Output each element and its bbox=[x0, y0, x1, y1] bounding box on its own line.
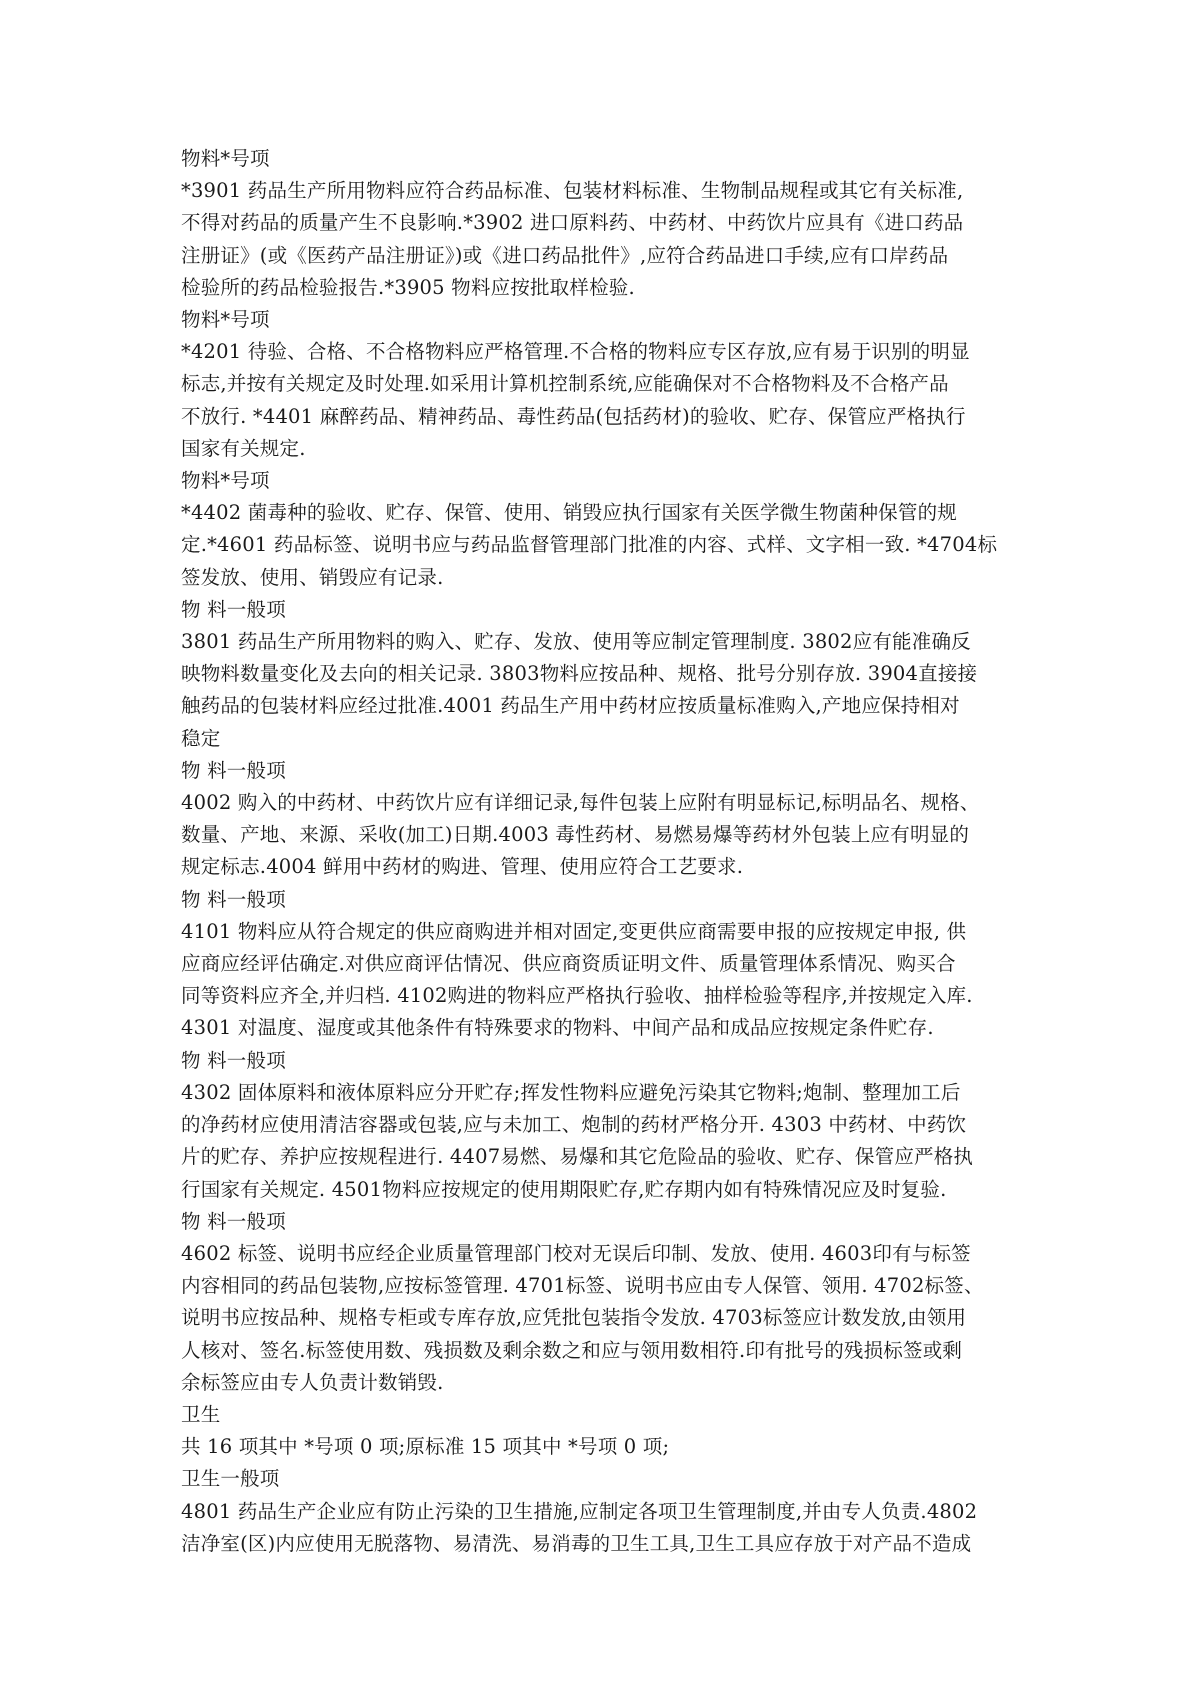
text-line: 物 料一般项 bbox=[181, 597, 286, 621]
text-line: 物 料一般项 bbox=[181, 1048, 286, 1072]
text-line: 数量、产地、来源、采收(加工)日期.4003 毒性药材、易燃易爆等药材外包装上应有明显的 bbox=[181, 823, 970, 847]
text-line: 4301 对温度、湿度或其他条件有特殊要求的物料、中间产品和成品应按规定条件贮存. bbox=[181, 1016, 934, 1040]
text-line: 说明书应按品种、规格专柜或专库存放,应凭批包装指令发放. 4703标签应计数发放,由领用 bbox=[181, 1306, 967, 1330]
text-line: 片的贮存、养护应按规程进行. 4407易燃、易爆和其它危险品的验收、贮存、保管应严格执 bbox=[181, 1145, 974, 1169]
text-line: 4801 药品生产企业应有防止污染的卫生措施,应制定各项卫生管理制度,并由专人负责.4802 bbox=[181, 1499, 978, 1523]
text-line: 同等资料应齐全,并归档. 4102购进的物料应严格执行验收、抽样检验等程序,并按规定入库. bbox=[181, 984, 973, 1008]
text-line: 卫生 bbox=[181, 1402, 221, 1426]
text-line: 卫生一般项 bbox=[181, 1467, 280, 1491]
text-line: *4201 待验、合格、不合格物料应严格管理.不合格的物料应专区存放,应有易于识别的明显 bbox=[181, 340, 970, 364]
text-line: 触药品的包装材料应经过批准.4001 药品生产用中药材应按质量标准购入,产地应保持相对 bbox=[181, 694, 960, 718]
text-line: 检验所的药品检验报告.*3905 物料应按批取样检验. bbox=[181, 275, 635, 299]
text-line: *3901 药品生产所用物料应符合药品标准、包装材料标准、生物制品规程或其它有关标准, bbox=[181, 179, 964, 203]
text-line: 国家有关规定. bbox=[181, 436, 306, 460]
text-line: 4101 物料应从符合规定的供应商购进并相对固定,变更供应商需要申报的应按规定申报, 供 bbox=[181, 919, 967, 943]
text-line: 映物料数量变化及去向的相关记录. 3803物料应按品种、规格、批号分别存放. 3904直接接 bbox=[181, 662, 978, 686]
text-line: 标志,并按有关规定及时处理.如采用计算机控制系统,应能确保对不合格物料及不合格产品 bbox=[181, 372, 949, 396]
text-line: 的净药材应使用清洁容器或包装,应与未加工、炮制的药材严格分开. 4303 中药材、中药饮 bbox=[181, 1113, 967, 1137]
text-line: 签发放、使用、销毁应有记录. bbox=[181, 565, 444, 589]
text-line: 洁净室(区)内应使用无脱落物、易清洗、易消毒的卫生工具,卫生工具应存放于对产品不造成 bbox=[181, 1531, 972, 1555]
text-line: 物料*号项 bbox=[181, 469, 270, 493]
text-line: 共 16 项其中 *号项 0 项;原标准 15 项其中 *号项 0 项; bbox=[181, 1435, 670, 1459]
text-line: 物料*号项 bbox=[181, 147, 270, 170]
text-line: 规定标志.4004 鲜用中药材的购进、管理、使用应符合工艺要求. bbox=[181, 855, 744, 879]
text-line: 稳定 bbox=[181, 726, 221, 750]
text-line: 余标签应由专人负责计数销毁. bbox=[181, 1370, 444, 1394]
text-line: 人核对、签名.标签使用数、残损数及剩余数之和应与领用数相符.印有批号的残损标签或剩 bbox=[181, 1338, 963, 1362]
text-line: 物 料一般项 bbox=[181, 758, 286, 782]
text-line: 内容相同的药品包装物,应按标签管理. 4701标签、说明书应由专人保管、领用. 4702标签、 bbox=[181, 1274, 984, 1298]
text-line: 4602 标签、说明书应经企业质量管理部门校对无误后印制、发放、使用. 4603印有与标签 bbox=[181, 1241, 971, 1265]
text-line: 不得对药品的质量产生不良影响.*3902 进口原料药、中药材、中药饮片应具有《进口药品 bbox=[181, 211, 964, 235]
text-line: *4402 菌毒种的验收、贮存、保管、使用、销毁应执行国家有关医学微生物菌种保管的规 bbox=[181, 501, 957, 525]
document-body bbox=[181, 143, 1011, 1560]
text-line: 4302 固体原料和液体原料应分开贮存;挥发性物料应避免污染其它物料;炮制、整理加工后 bbox=[181, 1080, 961, 1104]
text-line: 物料*号项 bbox=[181, 308, 270, 332]
text-line: 行国家有关规定. 4501物料应按规定的使用期限贮存,贮存期内如有特殊情况应及时复验. bbox=[181, 1177, 947, 1201]
text-line: 物 料一般项 bbox=[181, 1209, 286, 1233]
text-line: 应商应经评估确定.对供应商评估情况、供应商资质证明文件、质量管理体系情况、购买合 bbox=[181, 952, 956, 976]
text-line: 注册证》(或《医药产品注册证》)或《进口药品批件》,应符合药品进口手续,应有口岸药品 bbox=[181, 243, 949, 267]
text-line: 定.*4601 药品标签、说明书应与药品监督管理部门批准的内容、式样、文字相一致. *4704标 bbox=[181, 533, 998, 557]
text-line: 3801 药品生产所用物料的购入、贮存、发放、使用等应制定管理制度. 3802应有能准确反 bbox=[181, 630, 971, 654]
text-line: 物 料一般项 bbox=[181, 887, 286, 911]
text-line: 不放行. *4401 麻醉药品、精神药品、毒性药品(包括药材)的验收、贮存、保管应严格执行 bbox=[181, 404, 966, 428]
text-line: 4002 购入的中药材、中药饮片应有详细记录,每件包装上应附有明显标记,标明品名、规格、 bbox=[181, 791, 980, 815]
